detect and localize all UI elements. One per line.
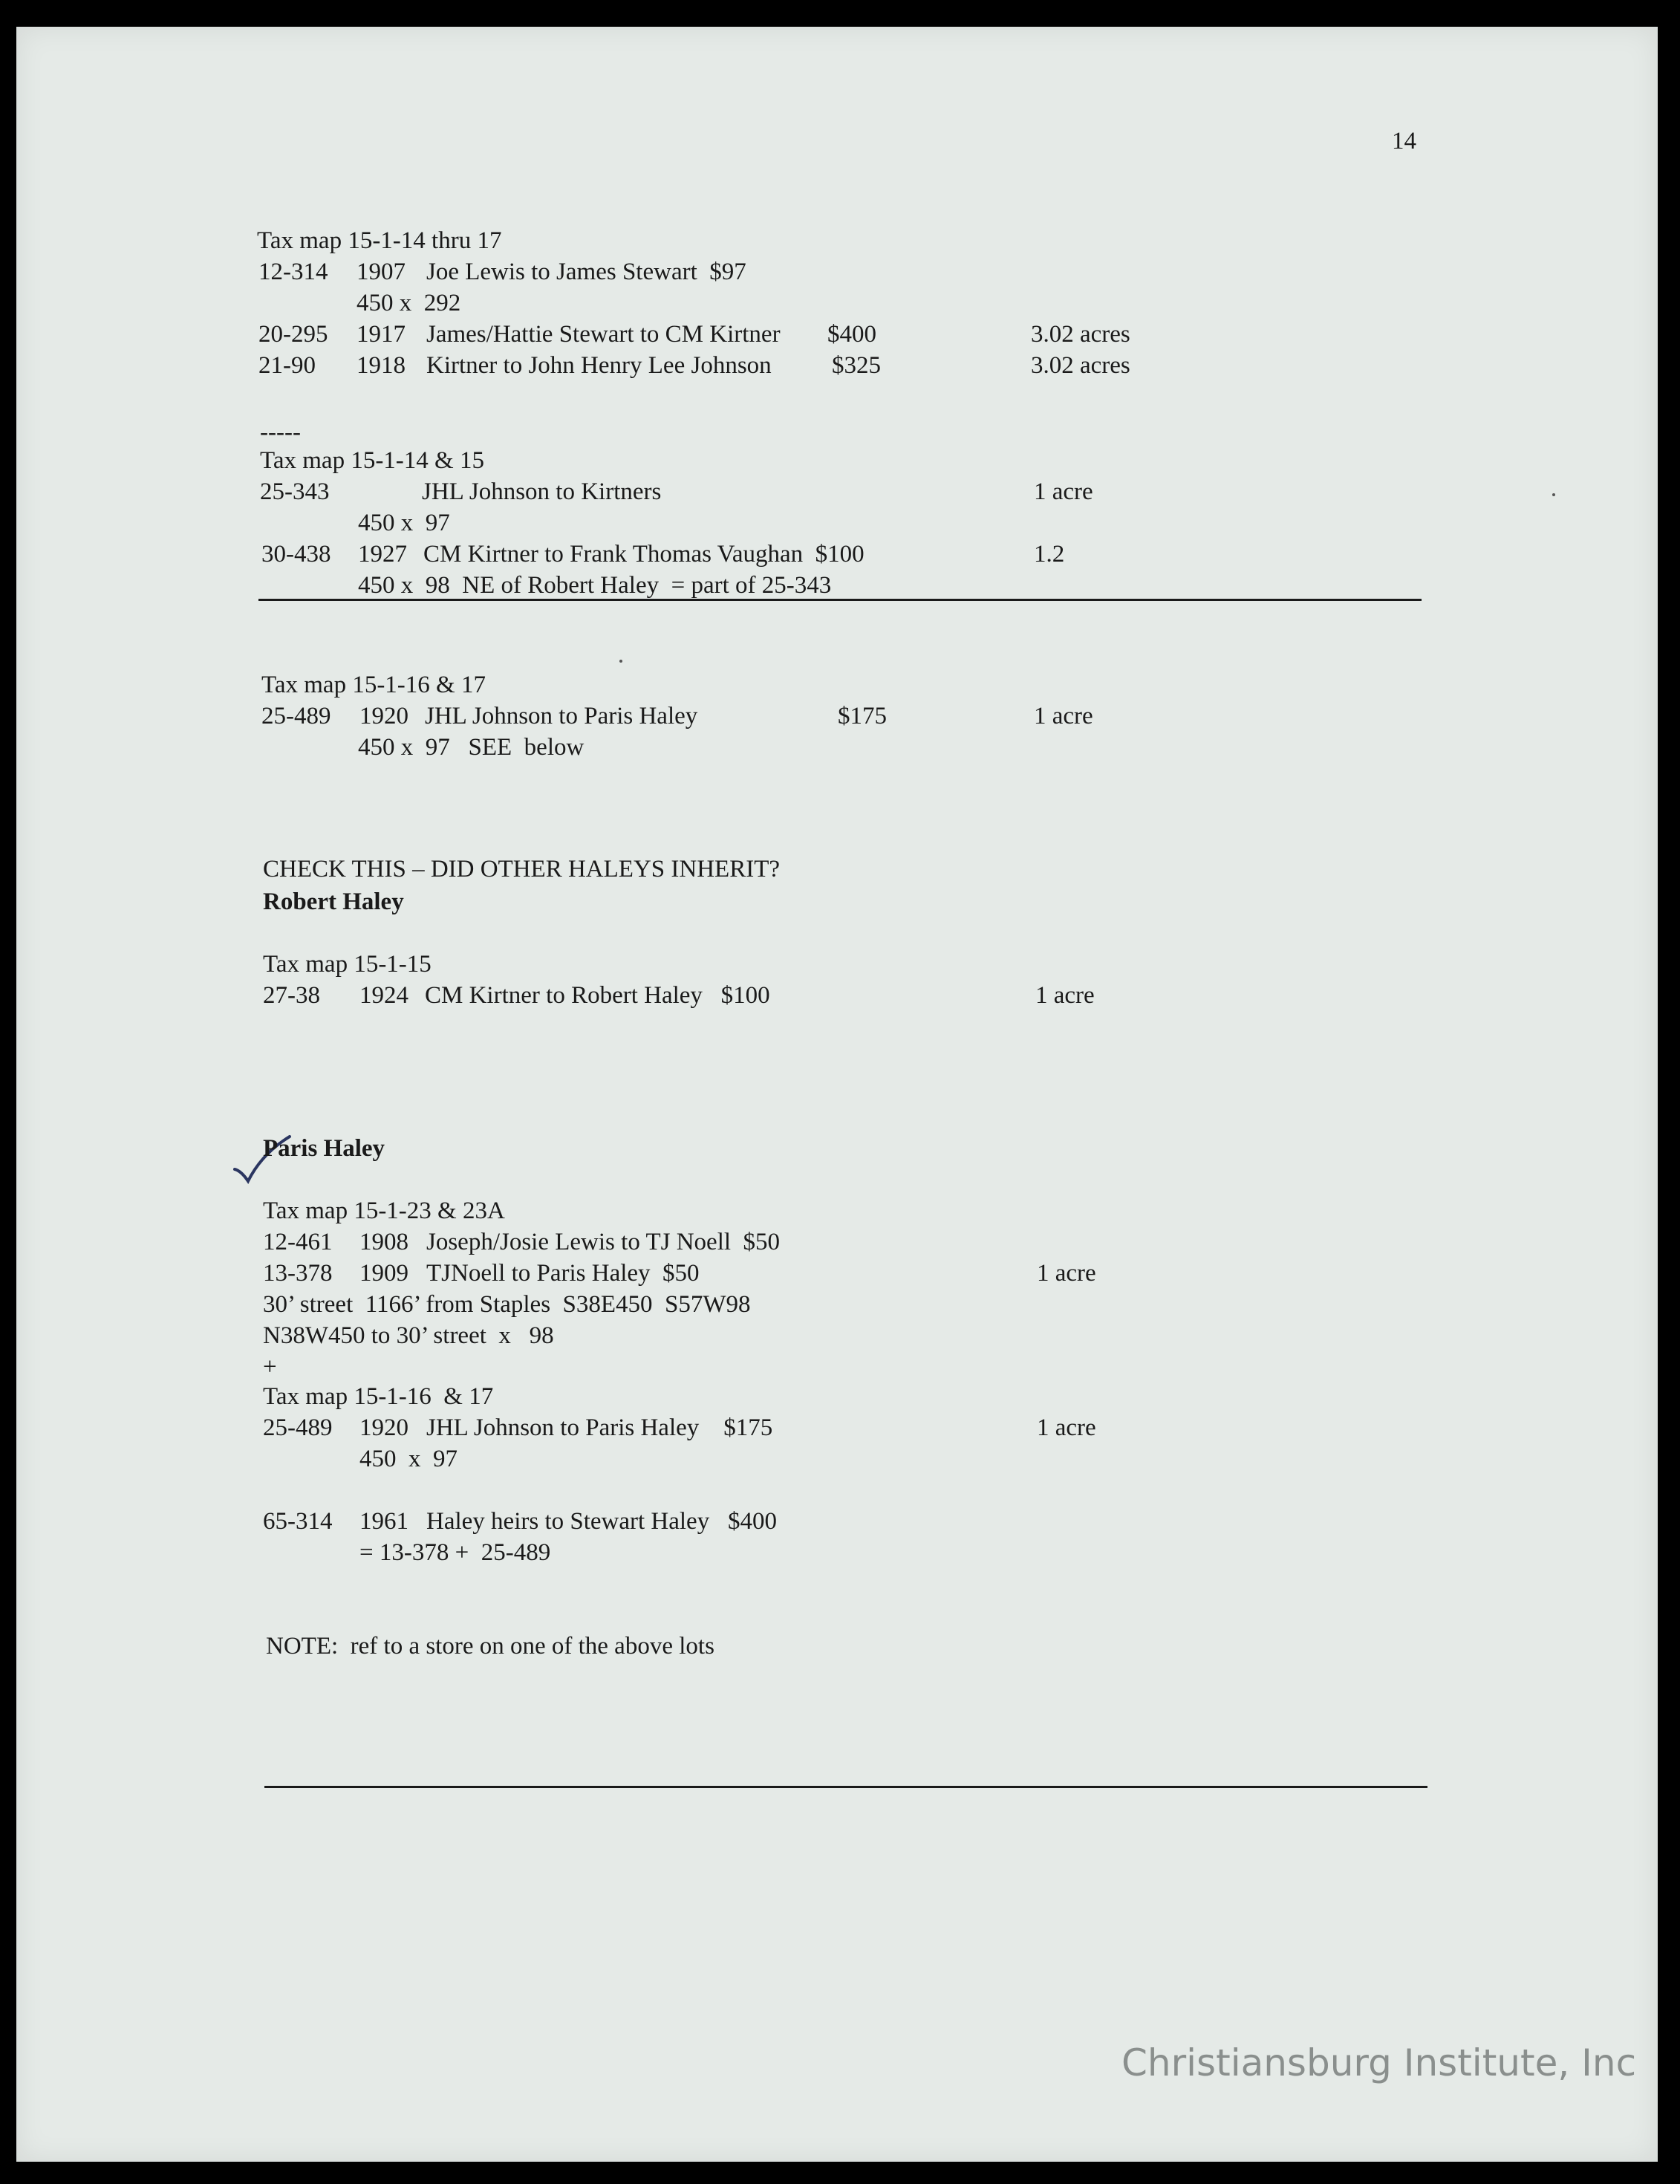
robert-taxmap: Tax map 15-1-15	[263, 951, 432, 978]
section2-heading: Tax map 15-1-14 & 15	[260, 447, 484, 474]
heirs-desc: Haley heirs to Stewart Haley $400	[426, 1508, 777, 1535]
paris-row2-year: 1909	[359, 1260, 408, 1287]
s2-row4-desc: 450 x 98 NE of Robert Haley = part of 25-343	[358, 572, 832, 599]
paris-row3-area: 1 acre	[1037, 1414, 1096, 1441]
paris-row1-desc: Joseph/Josie Lewis to TJ Noell $50	[426, 1229, 781, 1255]
s3-row2-desc: 450 x 97 SEE below	[358, 734, 585, 761]
s1-row3-desc: James/Hattie Stewart to CM Kirtner	[426, 321, 781, 348]
s2-row3-ref: 30-438	[261, 541, 331, 568]
s2-row3-area: 1.2	[1034, 541, 1065, 568]
dash-separator: -----	[260, 419, 301, 446]
paris-haley-heading: Paris Haley	[263, 1135, 385, 1162]
bottom-rule	[264, 1786, 1427, 1788]
s1-row1-year: 1907	[356, 259, 406, 285]
s1-row4-desc: Kirtner to John Henry Lee Johnson	[426, 352, 772, 379]
paris-line2: N38W450 to 30’ street x 98	[263, 1322, 554, 1349]
robert-row-area: 1 acre	[1035, 982, 1095, 1009]
s1-row1-ref: 12-314	[258, 259, 328, 285]
heirs-ref: 65-314	[263, 1508, 333, 1535]
s1-row2-desc: 450 x 292	[356, 290, 461, 316]
s1-row3-ref: 20-295	[258, 321, 328, 348]
s1-row4-area: 3.02 acres	[1031, 352, 1130, 379]
paris-taxmap2: Tax map 15-1-16 & 17	[263, 1383, 494, 1410]
s3-row1-area: 1 acre	[1034, 703, 1093, 729]
page-number: 14	[1392, 128, 1416, 155]
paris-row3-ref: 25-489	[263, 1414, 333, 1441]
paris-row2-desc: TJNoell to Paris Haley $50	[426, 1260, 700, 1287]
s3-row1-desc: JHL Johnson to Paris Haley	[425, 703, 698, 729]
s1-row3-price: $400	[827, 321, 876, 348]
s1-row1-desc: Joe Lewis to James Stewart $97	[426, 259, 746, 285]
paris-row1-year: 1908	[359, 1229, 408, 1255]
robert-haley-heading: Robert Haley	[263, 888, 404, 915]
paris-row3-desc: JHL Johnson to Paris Haley $175	[426, 1414, 773, 1441]
s1-row4-ref: 21-90	[258, 352, 316, 379]
paris-taxmap: Tax map 15-1-23 & 23A	[263, 1197, 505, 1224]
speck	[619, 660, 622, 663]
s1-row3-area: 3.02 acres	[1031, 321, 1130, 348]
document-page	[16, 27, 1658, 2162]
s2-row1-desc: JHL Johnson to Kirtners	[422, 478, 662, 505]
s2-row3-desc: CM Kirtner to Frank Thomas Vaughan $100	[423, 541, 865, 568]
heirs-year: 1961	[359, 1508, 408, 1535]
paris-row2-area: 1 acre	[1037, 1260, 1096, 1287]
plus-sign: +	[263, 1353, 277, 1380]
s1-row4-year: 1918	[356, 352, 406, 379]
watermark: Christiansburg Institute, Inc	[1121, 2041, 1637, 2084]
check-note: CHECK THIS – DID OTHER HALEYS INHERIT?	[263, 856, 780, 883]
s3-row1-price: $175	[838, 703, 887, 729]
heirs-sum: = 13-378 + 25-489	[359, 1539, 551, 1566]
robert-row-year: 1924	[359, 982, 408, 1009]
robert-row-desc: CM Kirtner to Robert Haley $100	[425, 982, 770, 1009]
s3-row1-year: 1920	[359, 703, 408, 729]
s3-row1-ref: 25-489	[261, 703, 331, 729]
paris-row4-desc: 450 x 97	[359, 1446, 458, 1472]
s2-row1-ref: 25-343	[260, 478, 330, 505]
section1-heading: Tax map 15-1-14 thru 17	[257, 227, 502, 254]
speck	[1552, 493, 1555, 496]
s1-row3-year: 1917	[356, 321, 406, 348]
paris-row1-ref: 12-461	[263, 1229, 333, 1255]
horizontal-rule	[258, 599, 1422, 601]
s2-row1-area: 1 acre	[1034, 478, 1093, 505]
paris-line1: 30’ street 1166’ from Staples S38E450 S57W98	[263, 1291, 751, 1318]
s2-row2-desc: 450 x 97	[358, 510, 450, 536]
store-note: NOTE: ref to a store on one of the above lots	[266, 1633, 714, 1660]
robert-row-ref: 27-38	[263, 982, 320, 1009]
s1-row4-price: $325	[832, 352, 881, 379]
section3-heading: Tax map 15-1-16 & 17	[261, 672, 486, 698]
s2-row3-year: 1927	[358, 541, 407, 568]
paris-row3-year: 1920	[359, 1414, 408, 1441]
paris-row2-ref: 13-378	[263, 1260, 333, 1287]
